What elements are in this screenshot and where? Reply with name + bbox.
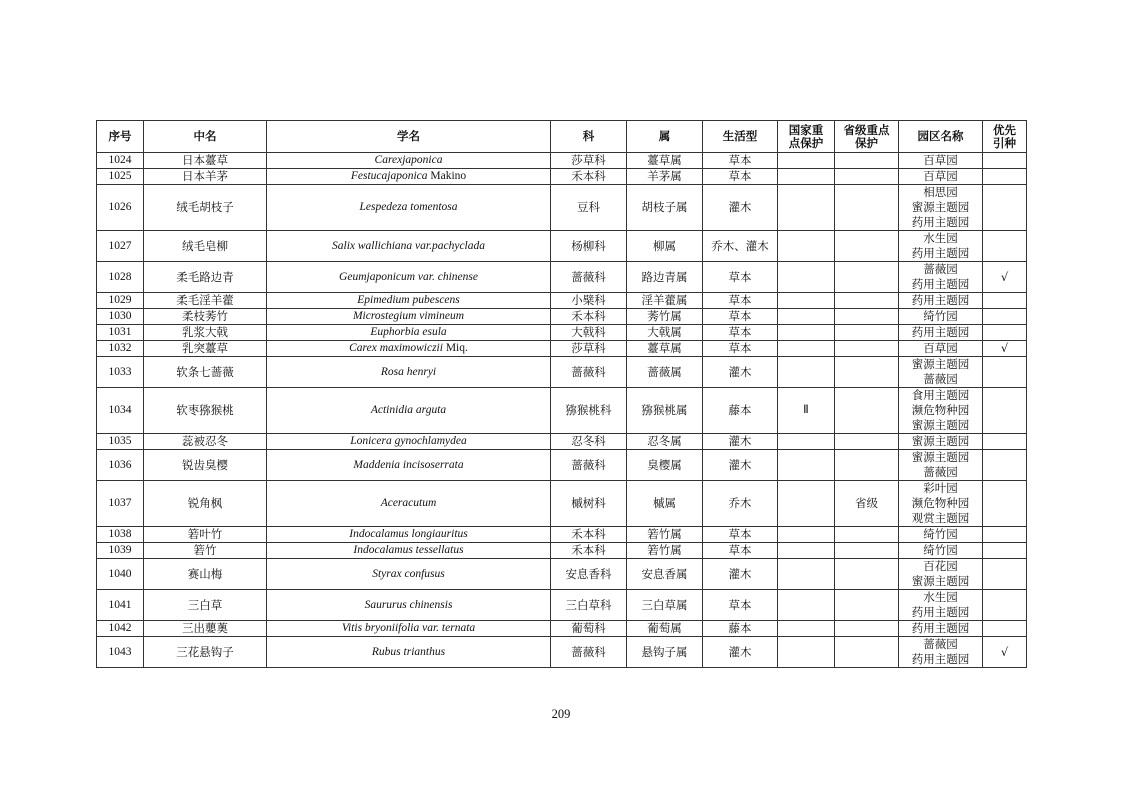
cell-garden (899, 434, 983, 450)
cell-priority (983, 309, 1027, 325)
table-row (97, 293, 1027, 309)
garden-name: 蜜源主题园 (911, 574, 970, 588)
cell-provincial-protection (835, 262, 899, 293)
cell-life-form: 藤本 (703, 388, 778, 434)
sci-name-italic: Styrax confusus (372, 567, 445, 580)
garden-name: 蔷薇园 (923, 372, 958, 386)
cell-garden (899, 325, 983, 341)
cell-cn-name: 绒毛皂柳 (144, 231, 267, 262)
cell-family: 莎草科 (551, 341, 627, 357)
garden-name: 蜜源主题园 (911, 357, 970, 371)
cell-genus: 淫羊藿属 (627, 293, 703, 309)
cell-national-protection (778, 231, 835, 262)
cell-garden (899, 231, 983, 262)
garden-name: 百草园 (923, 341, 958, 355)
cell-life-form: 草本 (703, 543, 778, 559)
header-garden: 园区名称 (899, 121, 983, 153)
cell-family: 豆科 (551, 185, 627, 231)
cell-id: 1030 (97, 309, 144, 325)
cell-provincial-protection (835, 341, 899, 357)
header-genus: 属 (627, 121, 703, 153)
cell-provincial-protection (835, 185, 899, 231)
cell-garden (899, 637, 983, 668)
cell-priority (983, 621, 1027, 637)
cell-national-protection (778, 590, 835, 621)
header-provincial-protection (835, 121, 899, 153)
table-row (97, 590, 1027, 621)
cell-life-form: 灌木 (703, 450, 778, 481)
cell-provincial-protection (835, 388, 899, 434)
cell-provincial-protection (835, 450, 899, 481)
cell-provincial-protection (835, 325, 899, 341)
garden-name: 药用主题园 (911, 215, 970, 229)
cell-provincial-protection (835, 309, 899, 325)
cell-id: 1036 (97, 450, 144, 481)
cell-family: 葡萄科 (551, 621, 627, 637)
cell-garden (899, 169, 983, 185)
cell-provincial-protection (835, 637, 899, 668)
cell-genus: 忍冬属 (627, 434, 703, 450)
table-row (97, 309, 1027, 325)
header-priority-line-1: 优先 (993, 122, 1016, 137)
sci-name-italic: Carexjaponica (374, 154, 443, 166)
cell-garden (899, 559, 983, 590)
garden-name: 绮竹园 (923, 527, 958, 541)
cell-sci-name (267, 543, 551, 559)
cell-sci-name (267, 450, 551, 481)
cell-cn-name: 三白草 (144, 590, 267, 621)
cell-sci-name (267, 341, 551, 357)
table-row (97, 450, 1027, 481)
cell-life-form: 草本 (703, 341, 778, 357)
cell-garden (899, 357, 983, 388)
cell-garden (899, 543, 983, 559)
garden-name: 蜜源主题园 (911, 418, 970, 432)
cell-cn-name: 日本薹草 (144, 153, 267, 169)
cell-genus: 大戟属 (627, 325, 703, 341)
cell-national-protection (778, 481, 835, 527)
page-number: 209 (551, 707, 571, 721)
cell-genus: 薹草属 (627, 153, 703, 169)
cell-priority (983, 450, 1027, 481)
sci-name-italic: Geumjaponicum var. chinense (339, 270, 478, 283)
header-sci-name: 学名 (267, 121, 551, 153)
cell-life-form: 草本 (703, 590, 778, 621)
cell-family: 猕猴桃科 (551, 388, 627, 434)
cell-id: 1041 (97, 590, 144, 621)
garden-name: 药用主题园 (911, 277, 970, 291)
sci-name-italic: Festucajaponica (350, 170, 428, 182)
cell-priority (983, 559, 1027, 590)
garden-name: 相思园 (923, 185, 958, 199)
sci-name-italic: Rubus trianthus (371, 645, 446, 658)
table-row (97, 153, 1027, 169)
header-priority-line-2: 引种 (993, 135, 1016, 150)
garden-name: 绮竹园 (923, 543, 958, 557)
garden-name: 百花园 (923, 559, 958, 573)
cell-id: 1042 (97, 621, 144, 637)
cell-national-protection (778, 559, 835, 590)
cell-life-form: 草本 (703, 169, 778, 185)
cell-sci-name (267, 262, 551, 293)
cell-sci-name (267, 185, 551, 231)
table-row (97, 481, 1027, 527)
cell-life-form: 灌木 (703, 185, 778, 231)
header-national-line-2: 点保护 (788, 135, 824, 150)
cell-priority: √ (983, 637, 1027, 668)
cell-id: 1033 (97, 357, 144, 388)
sci-name-italic: Maddenia incisoserrata (353, 458, 464, 471)
cell-garden (899, 388, 983, 434)
sci-name-italic: Vitis bryoniifolia var. ternata (341, 622, 476, 634)
cell-garden (899, 450, 983, 481)
cell-national-protection (778, 185, 835, 231)
cell-life-form: 草本 (703, 262, 778, 293)
cell-id: 1040 (97, 559, 144, 590)
cell-priority: √ (983, 341, 1027, 357)
cell-id: 1026 (97, 185, 144, 231)
garden-name: 药用主题园 (911, 246, 970, 260)
cell-id: 1043 (97, 637, 144, 668)
cell-id: 1038 (97, 527, 144, 543)
cell-national-protection (778, 527, 835, 543)
garden-name: 濒危物种园 (911, 496, 970, 510)
cell-family: 安息香科 (551, 559, 627, 590)
cell-garden (899, 185, 983, 231)
garden-name: 药用主题园 (911, 325, 970, 339)
cell-genus: 葡萄属 (627, 621, 703, 637)
sci-name-italic: Lonicera gynochlamydea (350, 435, 467, 447)
table-header (97, 121, 1027, 153)
garden-name: 绮竹园 (923, 309, 958, 323)
cell-priority (983, 388, 1027, 434)
header-cn-name: 中名 (144, 121, 267, 153)
sci-name-italic: Carex maximowiczii (349, 342, 443, 354)
sci-name-italic: Lespedeza tomentosa (359, 201, 458, 213)
sci-name-italic: Indocalamus longiauritus (349, 528, 468, 540)
cell-priority (983, 434, 1027, 450)
header-provincial-line-2: 保护 (855, 135, 878, 150)
cell-priority (983, 169, 1027, 185)
sci-name-italic: Indocalamus tessellatus (353, 544, 464, 556)
cell-provincial-protection (835, 559, 899, 590)
cell-id: 1039 (97, 543, 144, 559)
cell-garden (899, 293, 983, 309)
cell-sci-name (267, 231, 551, 262)
cell-id: 1027 (97, 231, 144, 262)
cell-cn-name: 软条七蔷薇 (144, 357, 267, 388)
cell-cn-name: 乳突薹草 (144, 341, 267, 357)
cell-genus: 安息香属 (627, 559, 703, 590)
cell-cn-name: 赛山梅 (144, 559, 267, 590)
cell-provincial-protection (835, 231, 899, 262)
cell-life-form: 乔木、灌木 (703, 231, 778, 262)
table-row (97, 559, 1027, 590)
plant-catalog-table (96, 120, 1027, 668)
cell-genus: 箬竹属 (627, 543, 703, 559)
cell-family: 莎草科 (551, 153, 627, 169)
cell-priority (983, 357, 1027, 388)
cell-sci-name (267, 309, 551, 325)
sci-name-italic: Salix wallichiana var.pachyclada (332, 239, 485, 252)
cell-priority (983, 481, 1027, 527)
cell-id: 1024 (97, 153, 144, 169)
cell-garden (899, 527, 983, 543)
cell-cn-name: 箬叶竹 (144, 527, 267, 543)
cell-id: 1029 (97, 293, 144, 309)
table-row (97, 341, 1027, 357)
sci-name-author: Miq. (442, 342, 468, 354)
cell-sci-name (267, 388, 551, 434)
cell-life-form: 草本 (703, 153, 778, 169)
cell-genus: 悬钩子属 (627, 637, 703, 668)
cell-life-form: 草本 (703, 293, 778, 309)
cell-life-form: 草本 (703, 309, 778, 325)
cell-garden (899, 621, 983, 637)
cell-family: 忍冬科 (551, 434, 627, 450)
cell-cn-name: 日本羊茅 (144, 169, 267, 185)
cell-family: 禾本科 (551, 309, 627, 325)
cell-sci-name (267, 169, 551, 185)
cell-provincial-protection (835, 527, 899, 543)
cell-genus: 槭属 (627, 481, 703, 527)
garden-name: 蔷薇园 (923, 465, 958, 479)
cell-garden (899, 590, 983, 621)
cell-sci-name (267, 527, 551, 543)
cell-genus: 猕猴桃属 (627, 388, 703, 434)
cell-national-protection (778, 637, 835, 668)
cell-genus: 羊茅属 (627, 169, 703, 185)
table-row (97, 169, 1027, 185)
cell-family: 蔷薇科 (551, 262, 627, 293)
garden-name: 蜜源主题园 (911, 434, 970, 448)
cell-national-protection (778, 450, 835, 481)
sci-name-italic: Euphorbia esula (370, 326, 447, 338)
cell-genus: 胡枝子属 (627, 185, 703, 231)
cell-cn-name: 柔枝莠竹 (144, 309, 267, 325)
header-national-protection (778, 121, 835, 153)
cell-life-form: 草本 (703, 325, 778, 341)
cell-national-protection (778, 293, 835, 309)
cell-garden (899, 341, 983, 357)
garden-name: 水生园 (923, 590, 958, 604)
cell-national-protection (778, 169, 835, 185)
table-row (97, 231, 1027, 262)
table-row (97, 621, 1027, 637)
cell-sci-name (267, 153, 551, 169)
cell-life-form: 灌木 (703, 637, 778, 668)
cell-family: 小檗科 (551, 293, 627, 309)
cell-garden (899, 309, 983, 325)
cell-family: 三白草科 (551, 590, 627, 621)
cell-sci-name (267, 434, 551, 450)
cell-family: 蔷薇科 (551, 357, 627, 388)
garden-name: 水生园 (923, 231, 958, 245)
cell-family: 禾本科 (551, 543, 627, 559)
garden-name: 濒危物种园 (911, 403, 970, 417)
cell-national-protection (778, 621, 835, 637)
cell-provincial-protection (835, 543, 899, 559)
garden-name: 药用主题园 (911, 605, 970, 619)
cell-cn-name: 柔毛淫羊藿 (144, 293, 267, 309)
cell-cn-name: 柔毛路边青 (144, 262, 267, 293)
cell-garden (899, 262, 983, 293)
cell-genus: 路边青属 (627, 262, 703, 293)
table-row (97, 185, 1027, 231)
cell-cn-name: 乳浆大戟 (144, 325, 267, 341)
header-national-line-1: 国家重 (788, 122, 824, 137)
cell-id: 1035 (97, 434, 144, 450)
cell-genus: 蔷薇属 (627, 357, 703, 388)
sci-name-italic: Aceracutum (380, 497, 437, 509)
table-row (97, 325, 1027, 341)
cell-priority (983, 325, 1027, 341)
cell-life-form: 灌木 (703, 559, 778, 590)
cell-sci-name (267, 325, 551, 341)
cell-family: 禾本科 (551, 527, 627, 543)
cell-cn-name: 三出蘡薁 (144, 621, 267, 637)
cell-id: 1031 (97, 325, 144, 341)
cell-priority: √ (983, 262, 1027, 293)
cell-sci-name (267, 590, 551, 621)
cell-priority (983, 527, 1027, 543)
cell-provincial-protection (835, 621, 899, 637)
cell-genus: 柳属 (627, 231, 703, 262)
garden-name: 药用主题园 (911, 652, 970, 666)
garden-name: 百草园 (923, 169, 958, 183)
cell-provincial-protection (835, 590, 899, 621)
cell-id: 1025 (97, 169, 144, 185)
cell-priority (983, 185, 1027, 231)
cell-sci-name (267, 293, 551, 309)
cell-national-protection (778, 341, 835, 357)
cell-family: 蔷薇科 (551, 637, 627, 668)
cell-life-form: 藤本 (703, 621, 778, 637)
garden-name: 蜜源主题园 (911, 450, 970, 464)
header-priority (983, 121, 1027, 153)
table-row (97, 388, 1027, 434)
cell-life-form: 灌木 (703, 357, 778, 388)
table-row (97, 262, 1027, 293)
cell-garden (899, 153, 983, 169)
cell-genus: 薹草属 (627, 341, 703, 357)
cell-provincial-protection: 省级 (835, 481, 899, 527)
cell-cn-name: 软枣猕猴桃 (144, 388, 267, 434)
cell-national-protection (778, 434, 835, 450)
sci-name-italic: Microstegium vimineum (352, 310, 465, 322)
cell-sci-name (267, 621, 551, 637)
garden-name: 药用主题园 (911, 293, 970, 307)
garden-name: 观赏主题园 (911, 511, 970, 525)
cell-provincial-protection (835, 153, 899, 169)
header-family: 科 (551, 121, 627, 153)
cell-life-form: 乔木 (703, 481, 778, 527)
garden-name: 药用主题园 (911, 621, 970, 635)
cell-sci-name (267, 357, 551, 388)
sci-name-italic: Saururus chinensis (364, 598, 453, 611)
garden-name: 食用主题园 (911, 388, 970, 402)
garden-name: 蔷薇园 (923, 637, 958, 651)
cell-priority (983, 590, 1027, 621)
cell-genus: 三白草属 (627, 590, 703, 621)
cell-provincial-protection (835, 434, 899, 450)
cell-cn-name: 三花悬钩子 (144, 637, 267, 668)
cell-national-protection (778, 153, 835, 169)
cell-genus: 箬竹属 (627, 527, 703, 543)
cell-priority (983, 153, 1027, 169)
garden-name: 百草园 (923, 153, 958, 167)
cell-sci-name (267, 481, 551, 527)
cell-garden (899, 481, 983, 527)
cell-provincial-protection (835, 169, 899, 185)
sci-name-italic: Actinidia arguta (370, 404, 447, 416)
cell-national-protection (778, 543, 835, 559)
header-id: 序号 (97, 121, 144, 153)
cell-id: 1028 (97, 262, 144, 293)
cell-family: 槭树科 (551, 481, 627, 527)
cell-id: 1034 (97, 388, 144, 434)
cell-priority (983, 543, 1027, 559)
header-provincial-line-1: 省级重点 (843, 122, 890, 137)
cell-family: 大戟科 (551, 325, 627, 341)
table-row (97, 357, 1027, 388)
cell-cn-name: 绒毛胡枝子 (144, 185, 267, 231)
garden-name: 蔷薇园 (923, 262, 958, 276)
sci-name-italic: Epimedium pubescens (357, 294, 460, 306)
table-row (97, 637, 1027, 668)
cell-national-protection (778, 357, 835, 388)
cell-genus: 臭樱属 (627, 450, 703, 481)
table-body (97, 153, 1027, 668)
cell-national-protection (778, 262, 835, 293)
cell-genus: 莠竹属 (627, 309, 703, 325)
cell-id: 1032 (97, 341, 144, 357)
garden-name: 蜜源主题园 (911, 200, 970, 214)
cell-provincial-protection (835, 357, 899, 388)
garden-name: 彩叶园 (923, 481, 958, 495)
header-life-form: 生活型 (703, 121, 778, 153)
cell-cn-name: 蕊被忍冬 (144, 434, 267, 450)
table-row (97, 527, 1027, 543)
sci-name-italic: Rosa henryi (380, 365, 437, 378)
cell-family: 杨柳科 (551, 231, 627, 262)
cell-life-form: 灌木 (703, 434, 778, 450)
table-row (97, 434, 1027, 450)
table-row (97, 543, 1027, 559)
cell-cn-name: 锐角枫 (144, 481, 267, 527)
cell-national-protection (778, 309, 835, 325)
cell-provincial-protection (835, 293, 899, 309)
cell-family: 蔷薇科 (551, 450, 627, 481)
header-row (97, 121, 1027, 153)
cell-cn-name: 锐齿臭樱 (144, 450, 267, 481)
cell-family: 禾本科 (551, 169, 627, 185)
sci-name-author: Makino (427, 170, 467, 182)
cell-sci-name (267, 559, 551, 590)
cell-id: 1037 (97, 481, 144, 527)
cell-life-form: 草本 (703, 527, 778, 543)
cell-national-protection (778, 325, 835, 341)
cell-sci-name (267, 637, 551, 668)
cell-cn-name: 箬竹 (144, 543, 267, 559)
cell-priority (983, 293, 1027, 309)
cell-priority (983, 231, 1027, 262)
cell-national-protection: Ⅱ (778, 388, 835, 434)
